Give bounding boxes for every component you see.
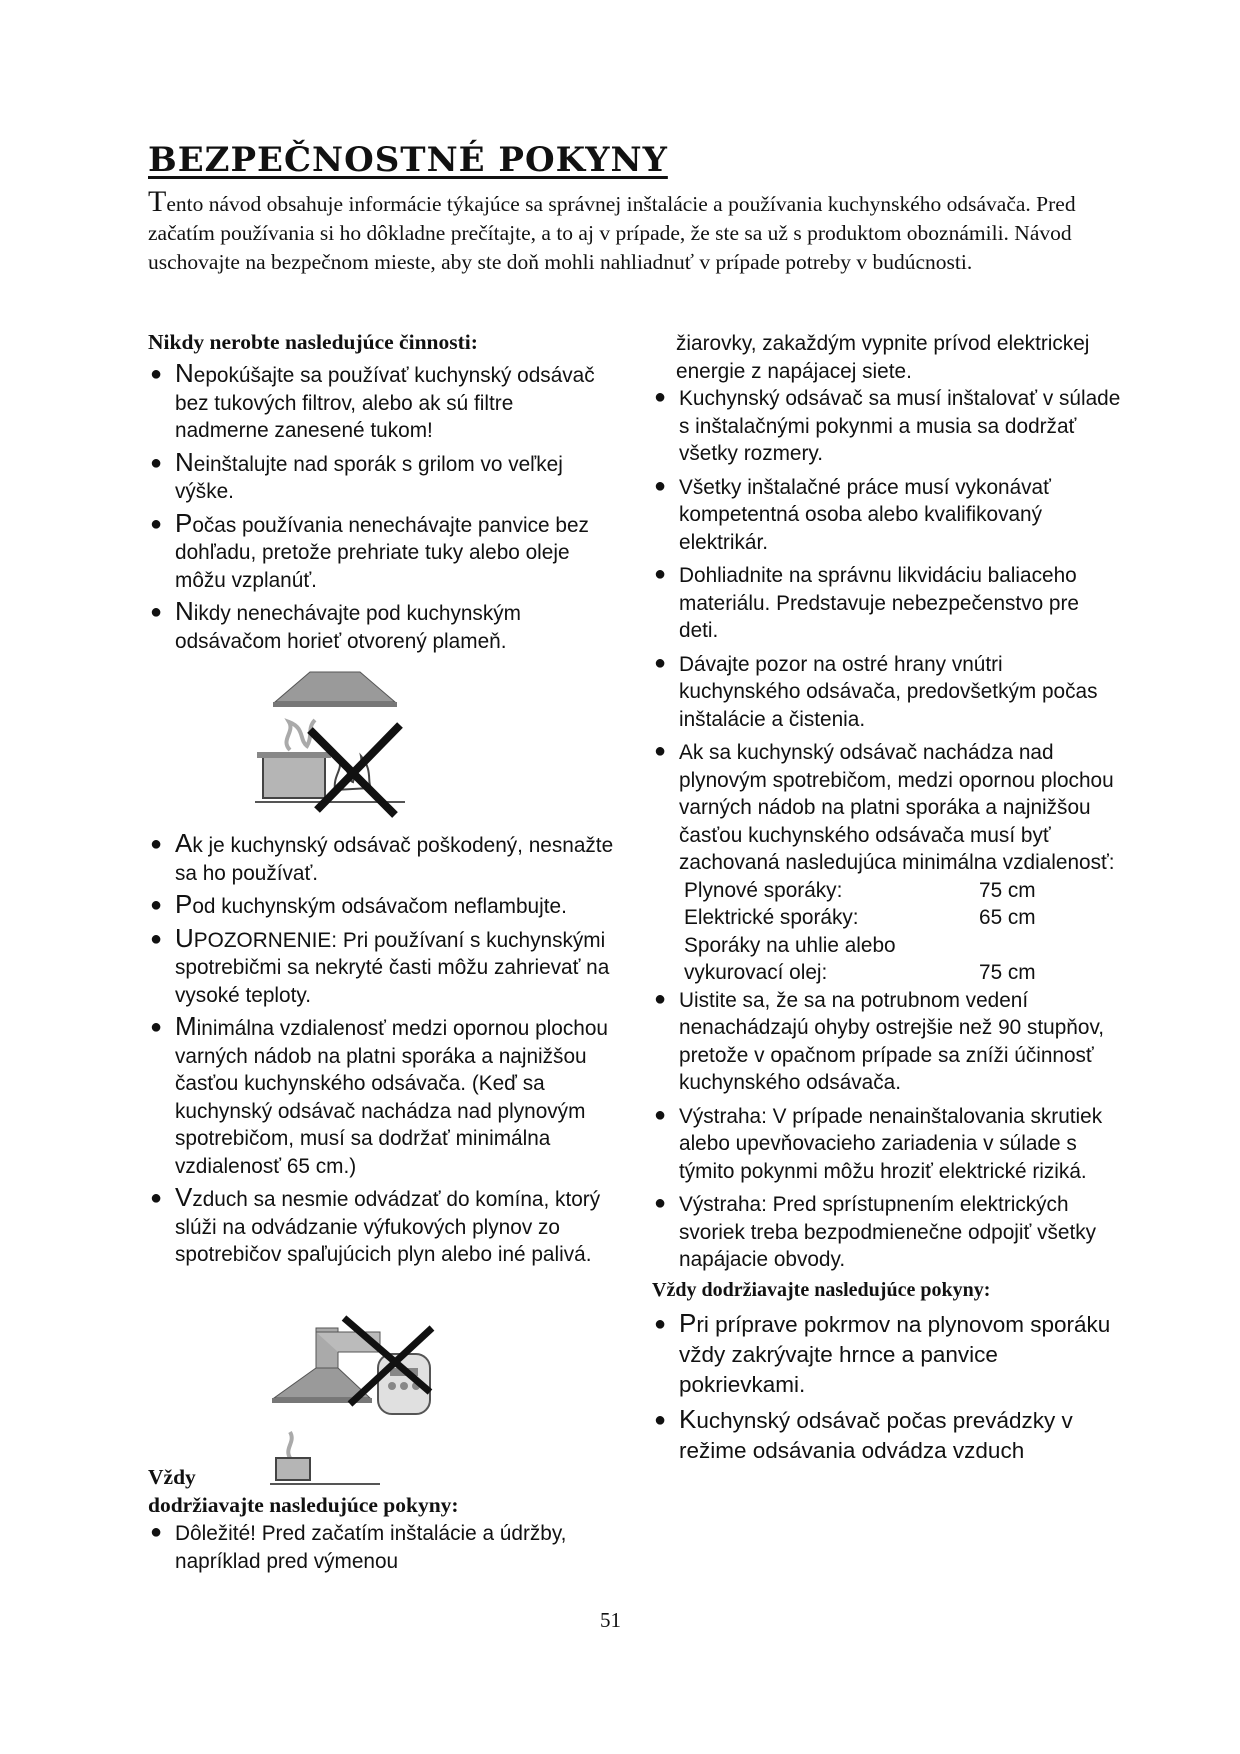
list-item: ● Všetky inštalačné práce musí vykonávať kompetentná osoba alebo kvalifikovaný elektrikár. <box>654 474 1051 554</box>
list-item: ● Pod kuchynským odsávačom neflambujte. <box>150 889 567 919</box>
list-item: ● Ak sa kuchynský odsávač nachádza nad plynovým spotrebičom, medzi opornou plochou varných nádob na platni sporáka a najnižšou časťou kuchynského odsávača musí byť zachovaná nasledujúca minimálna vzdialenosť: <box>654 740 1115 874</box>
bullet-icon: ● <box>150 1016 163 1038</box>
list-item: ● Pri príprave pokrmov na plynovom sporáku vždy zakrývajte hrnce a panvice pokrievkami. <box>654 1307 1111 1397</box>
bullet-icon: ● <box>654 1192 667 1214</box>
no-open-flame-illustration <box>255 670 425 820</box>
left-list-top <box>148 358 608 655</box>
list-item: ● Výstraha: Pred sprístupnením elektrických svoriek treba bezpodmienečne odpojiť všetky napájacie obvody. <box>654 1192 1097 1271</box>
bullet-icon: ● <box>654 474 667 497</box>
intro-text: ento návod obsahuje informácie týkajúce sa správnej inštalácie a používania kuchynského odsávača. Pred začatím používania si ho dôkladne prečítajte, a to aj v prípade, že ste sa už s produktom oboznámili. Návod uschovajte na bezpečnom mieste, aby ste doň mohli nahliadnuť v prípade potreby v budúcnosti. <box>148 192 1076 274</box>
bullet-icon: ● <box>654 1312 667 1335</box>
list-item: ● Uistite sa, že sa na potrubnom vedení nenachádzajú ohyby ostrejšie než 90 stupňov, pretože v opačnom prípade sa zníži účinnosť kuchynského odsávača. <box>654 987 1105 1094</box>
distance-row: vykurovací olej: 75 cm <box>684 961 1036 984</box>
bullet-icon: ● <box>150 512 163 535</box>
bullet-icon: ● <box>654 1408 667 1431</box>
list-item: ● Kuchynský odsávač počas prevádzky v režime odsávania odvádza vzduch <box>654 1403 1073 1463</box>
list-item: ● Nikdy nenechávajte pod kuchynským odsávačom horieť otvorený plameň. <box>150 596 521 653</box>
bullet-icon: ● <box>150 833 163 855</box>
list-item: ● Kuchynský odsávač sa musí inštalovať v súlade s inštalačnými pokynmi a musia sa dodržať všetky rozmery. <box>654 386 1121 465</box>
list-item: ● Dávajte pozor na ostré hrany vnútri kuchynského odsávača, predovšetkým počas inštalácie a čistenia. <box>654 651 1098 731</box>
distance-row: Elektrické sporáky: 65 cm <box>684 906 1036 929</box>
distance-table <box>652 877 1122 987</box>
list-item: ● Nepokúšajte sa používať kuchynský odsávač bez tukových filtrov, alebo ak sú filtre nadmerne zanesené tukom! <box>150 358 595 442</box>
bullet-icon: ● <box>150 894 163 916</box>
distance-row: Plynové sporáky: 75 cm <box>684 878 1036 902</box>
left-list-mid <box>148 828 618 1269</box>
list-item: ● Počas používania nenechávajte panvice bez dohľadu, pretože prehriate tuky alebo oleje môžu vzplanúť. <box>150 507 589 592</box>
bullet-icon: ● <box>654 987 667 1010</box>
bullet-icon: ● <box>150 1521 163 1543</box>
always-do-heading-left: Vždy dodržiavajte nasledujúce pokyny: <box>148 1465 459 1517</box>
bullet-icon: ● <box>150 363 163 385</box>
left-list-last <box>148 1520 568 1575</box>
list-item: ● Neinštalujte nad sporák s grilom vo veľkej výške. <box>150 446 563 503</box>
right-column <box>652 330 1122 1466</box>
bullet-icon: ● <box>150 1187 163 1209</box>
bullet-icon: ● <box>150 927 163 950</box>
list-item: ● Minimálna vzdialenosť medzi opornou plochou varných nádob na platni sporáka a najnižšou časťou kuchynského odsávača. (Keď sa kuchynský odsávač nachádza nad plynovým spotrebičom, musí sa dodržať minimálna vzdialenosť 65 cm.) <box>150 1011 608 1178</box>
page-title: BEZPEČNOSTNÉ POKYNY <box>148 140 668 180</box>
list-item: ● Vzduch sa nesmie odvádzať do komína, ktorý slúži na odvádzanie výfukových plynov zo spotrebičov spaľujúcich plyn alebo iné palivá. <box>150 1182 601 1266</box>
bullet-icon: ● <box>654 386 667 408</box>
bullet-icon: ● <box>654 740 667 762</box>
never-do-heading: Nikdy nerobte nasledujúce činnosti: <box>148 330 478 354</box>
page-number: 51 <box>600 1608 621 1632</box>
list-item: ● Dôležité! Pred začatím inštalácie a údržby, napríklad pred výmenou <box>150 1521 567 1573</box>
list-item: ● Ak je kuchynský odsávač poškodený, nesnažte sa ho používať. <box>150 828 614 885</box>
distance-row: Sporáky na uhlie alebo <box>684 933 896 957</box>
list-item: ● Výstraha: V prípade nenainštalovania skrutiek alebo upevňovacieho zariadenia v súlade s týmito pokynmi môžu hroziť elektrické riziká. <box>654 1103 1103 1183</box>
bullet-icon: ● <box>150 451 163 474</box>
list-item: ● UPOZORNENIE: Pri používaní s kuchynskými spotrebičmi sa nekryté časti môžu zahrievať na vysoké teploty. <box>150 922 610 1007</box>
continuation-text: žiarovky, zakaždým vypnite prívod elektrickej energie z napájacej siete. <box>676 332 1090 383</box>
list-item: ● Dohliadnite na správnu likvidáciu baliaceho materiálu. Predstavuje nebezpečenstvo pre deti. <box>654 563 1079 642</box>
intro-initial: T <box>148 185 167 218</box>
bullet-icon: ● <box>654 651 667 674</box>
intro-paragraph <box>148 185 1088 277</box>
always-do-heading-right: Vždy dodržiavajte nasledujúce pokyny: <box>652 1278 991 1301</box>
bullet-icon: ● <box>654 563 667 585</box>
bullet-icon: ● <box>150 601 163 623</box>
bullet-icon: ● <box>654 1103 667 1126</box>
